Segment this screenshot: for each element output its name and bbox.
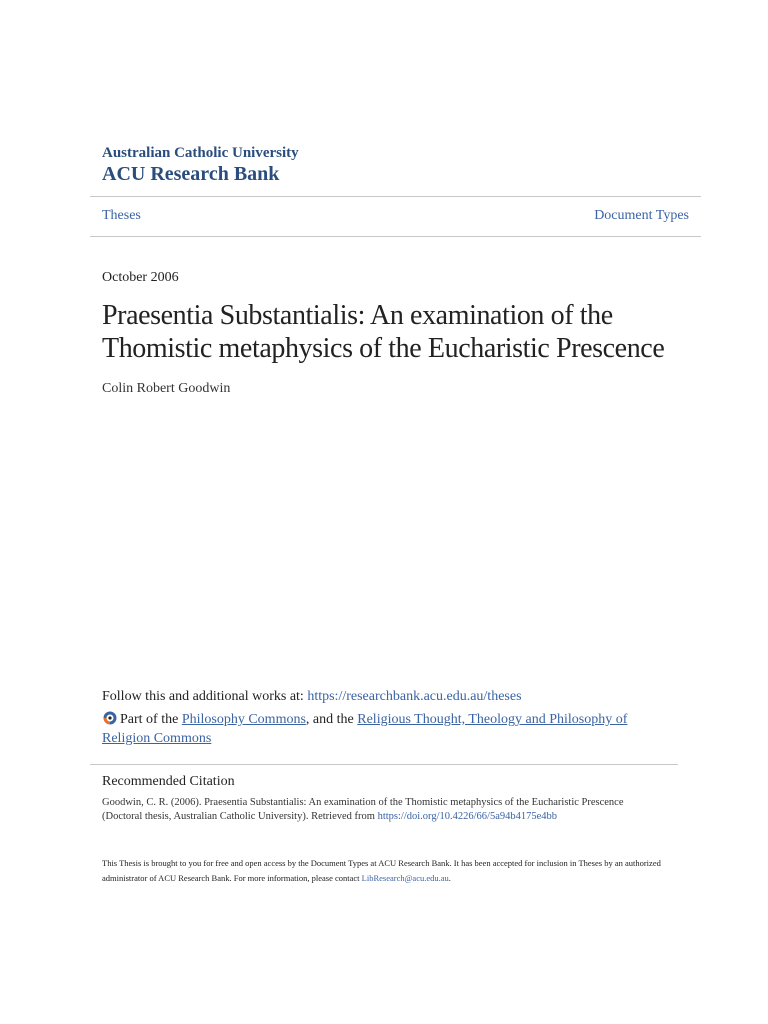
contact-email-link[interactable]: LibResearch@acu.edu.au <box>361 873 449 883</box>
follow-line <box>102 689 522 705</box>
repository-link[interactable]: ACU Research Bank <box>102 163 280 185</box>
publication-date: October 2006 <box>102 270 179 285</box>
nav-top-divider <box>90 196 701 197</box>
nav-bottom-divider <box>90 236 701 237</box>
nav-theses-link[interactable]: Theses <box>102 208 141 223</box>
nav-document-types-link[interactable]: Document Types <box>594 208 689 223</box>
follow-link[interactable]: https://researchbank.acu.edu.au/theses <box>307 689 522 704</box>
document-title: Praesentia Substantialis: An examination of the Thomistic metaphysics of the Eucharistic Prescence <box>102 300 665 364</box>
doi-link[interactable]: https://doi.org/10.4226/66/5a94b4175e4bb <box>377 811 558 822</box>
commons-line <box>102 710 662 748</box>
commons-prefix: Part of the <box>120 712 182 727</box>
commons-middle: , and the <box>305 712 358 727</box>
philosophy-commons-link[interactable]: Philosophy Commons <box>181 712 306 727</box>
religious-thought-commons-link[interactable]: Religious Thought, Theology and Philosophy of Religion Commons <box>102 712 628 746</box>
citation-heading: Recommended Citation <box>102 774 235 789</box>
open-access-notice <box>102 856 677 886</box>
access-end: . <box>448 873 451 883</box>
breadcrumb-nav <box>102 206 689 226</box>
bepress-commons-icon <box>102 710 118 726</box>
institution-link[interactable]: Australian Catholic University <box>102 145 299 161</box>
repository-header <box>102 144 299 186</box>
citation-body: Goodwin, C. R. (2006). Praesentia Substantialis: An examination of the Thomistic metaphysics of the Eucharistic Prescence (Doctoral thesis, Australian Catholic University). Retrieved from <box>102 797 624 822</box>
author-name: Colin Robert Goodwin <box>102 381 231 396</box>
citation-divider <box>90 764 678 765</box>
follow-label: Follow this and additional works at: <box>102 689 308 704</box>
access-text: This Thesis is brought to you for free and open access by the Document Types at ACU Research Bank. It has been accepted for inclusion in Theses by an authorized administrator of ACU Research Bank. For more information, please contact <box>102 858 661 883</box>
citation-text <box>102 796 662 824</box>
